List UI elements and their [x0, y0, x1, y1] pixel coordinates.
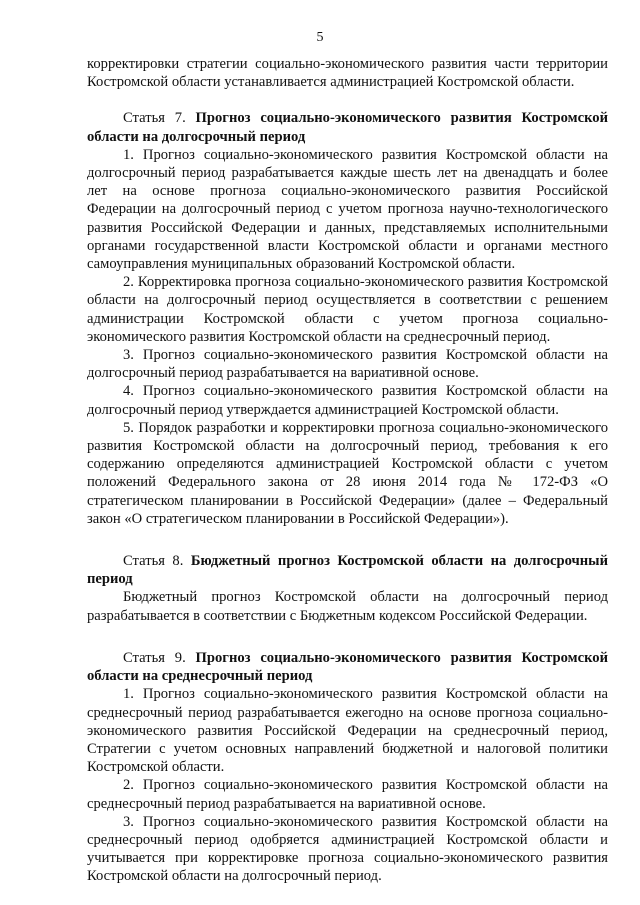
- article-9-paragraph-1: 1. Прогноз социально-экономического развития Костромской области на среднесрочный период разрабатывается ежегодно на основе прогноза социально-экономического развития Российской Федерации на среднесрочный период, Стратегии с учетом основных направлений бюджетной и налоговой политики Костромской области.: [87, 686, 608, 776]
- article-7-title: Прогноз социально-экономического развития Костромской области на долгосрочный период: [87, 110, 608, 145]
- article-9-title: Прогноз социально-экономического развития Костромской области на среднесрочный период: [87, 649, 608, 685]
- article-7-heading: [87, 109, 608, 145]
- article-7-paragraph-3: 3. Прогноз социально-экономического развития Костромской области на долгосрочный период разрабатывается на вариативной основе.: [87, 347, 608, 382]
- article-7-paragraph-5: 5. Порядок разработки и корректировки прогноза социально-экономического развития Костромской области на долгосрочный период, требования к его содержанию определяются администрацией Костромской области с учетом положений Федерального закона от 28 июня 2014 года № 172-ФЗ «О стратегическом планировании в Российской Федерации» (далее – Федеральный закон «О стратегическом планировании в Российской Федерации»).: [87, 419, 608, 527]
- intro-paragraph: корректировки стратегии социально-экономического развития части территории Костромской области устанавливается администрацией Костромской области.: [87, 56, 608, 91]
- document-body: [87, 55, 608, 886]
- article-9-paragraph-2: 2. Прогноз социально-экономического развития Костромской области на среднесрочный период разрабатывается на вариативной основе.: [87, 777, 608, 812]
- article-9-label: Статья 9.: [123, 649, 186, 666]
- article-8-label: Статья 8.: [123, 553, 184, 570]
- page-number: 5: [316, 30, 324, 45]
- article-7-paragraph-2: 2. Корректировка прогноза социально-экономического развития Костромской области на долгосрочный период осуществляется в соответствии с решением администрации Костромской области с учетом прогноза социально-экономического развития Костромской области на среднесрочный период.: [87, 274, 608, 345]
- article-8-title: Бюджетный прогноз Костромской области на долгосрочный период: [87, 553, 608, 588]
- article-7-label: Статья 7.: [123, 110, 186, 127]
- article-9-heading: [87, 649, 608, 685]
- article-7-paragraph-1: 1. Прогноз социально-экономического развития Костромской области на долгосрочный период разрабатывается каждые шесть лет на двенадцать и более лет на основе прогноза социально-экономического развития Российской Федерации на долгосрочный период с учетом прогноза научно-технологического развития Российской Федерации и данных, представляемых исполнительными органами государственной власти Костромской области и органами местного самоуправления муниципальных образований Костромской области.: [87, 146, 608, 273]
- article-9-paragraph-3: 3. Прогноз социально-экономического развития Костромской области на среднесрочный период одобряется администрацией Костромской области и учитывается при корректировке прогноза социально-экономического развития Костромской области на долгосрочный период.: [87, 813, 608, 885]
- article-8-paragraph-1: Бюджетный прогноз Костромской области на долгосрочный период разрабатывается в соответствии с Бюджетным кодексом Российской Федерации.: [87, 589, 608, 624]
- article-8-heading: [87, 552, 608, 588]
- article-7-paragraph-4: 4. Прогноз социально-экономического развития Костромской области на долгосрочный период утверждается администрацией Костромской области.: [87, 383, 608, 418]
